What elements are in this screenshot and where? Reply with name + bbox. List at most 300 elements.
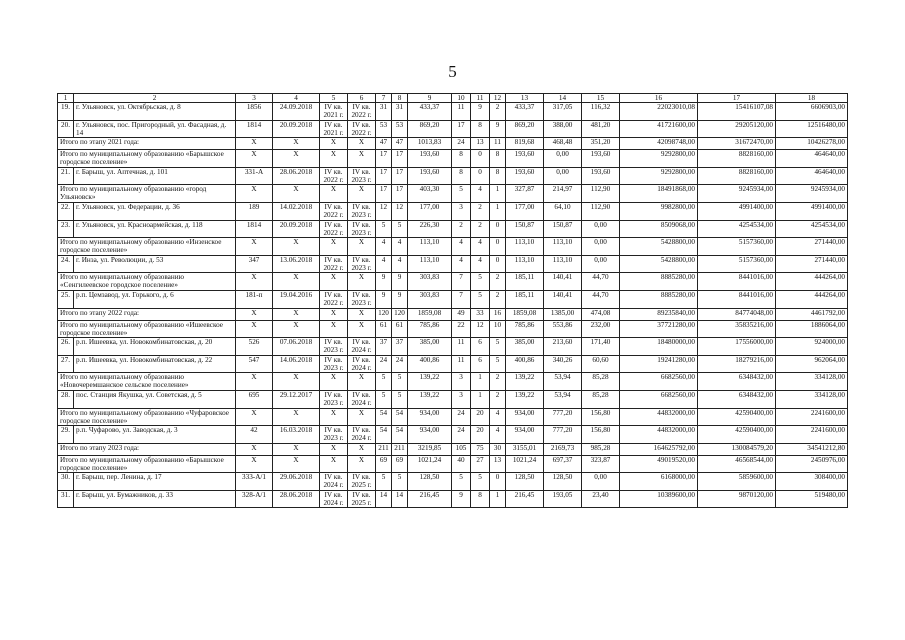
table-cell: 351,20 bbox=[582, 138, 620, 150]
table-cell: X bbox=[273, 443, 320, 455]
table-cell: 113,10 bbox=[506, 238, 544, 256]
table-cell: 5 bbox=[376, 390, 392, 408]
table-cell: 113,10 bbox=[544, 255, 582, 273]
table-row bbox=[58, 167, 848, 185]
total-row bbox=[58, 408, 848, 426]
table-cell: 9 bbox=[376, 290, 392, 308]
table-cell: 11 bbox=[452, 338, 471, 356]
total-row bbox=[58, 455, 848, 473]
table-cell: X bbox=[348, 408, 376, 426]
total-row bbox=[58, 238, 848, 256]
table-cell: IV кв. 2022 г. bbox=[348, 103, 376, 121]
table-cell: 8 bbox=[452, 150, 471, 168]
total-row bbox=[58, 373, 848, 391]
table-cell: 193,05 bbox=[544, 490, 582, 508]
table-cell: 17 bbox=[376, 185, 392, 203]
table-cell: 2 bbox=[471, 202, 490, 220]
table-cell: 0,00 bbox=[544, 150, 582, 168]
table-cell: X bbox=[273, 150, 320, 168]
table-cell: 697,37 bbox=[544, 455, 582, 473]
table-cell: 3 bbox=[452, 390, 471, 408]
table-cell: 5 bbox=[490, 338, 506, 356]
table-cell: 433,37 bbox=[408, 103, 452, 121]
table-cell: 333-А/1 bbox=[236, 473, 273, 491]
table-cell: 156,80 bbox=[582, 408, 620, 426]
table-cell: 1 bbox=[490, 490, 506, 508]
table-cell: 1814 bbox=[236, 120, 273, 138]
header-row bbox=[58, 94, 848, 103]
table-cell: 214,97 bbox=[544, 185, 582, 203]
table-cell: 5 bbox=[452, 185, 471, 203]
table-cell: 130084579,20 bbox=[698, 443, 776, 455]
table-cell: 17556000,00 bbox=[698, 338, 776, 356]
header-cell: 5 bbox=[320, 94, 348, 103]
table-cell: IV кв. 2024 г. bbox=[348, 390, 376, 408]
total-row bbox=[58, 308, 848, 320]
table-cell: 33 bbox=[471, 308, 490, 320]
table-cell: 5 bbox=[376, 473, 392, 491]
table-cell: 327,87 bbox=[506, 185, 544, 203]
table-cell: 2241600,00 bbox=[776, 426, 848, 444]
table-cell: 47 bbox=[376, 138, 392, 150]
table-cell: 2 bbox=[490, 273, 506, 291]
table-cell: IV кв. 2022 г. bbox=[320, 202, 348, 220]
table-cell: 189 bbox=[236, 202, 273, 220]
table-cell: 47 bbox=[392, 138, 408, 150]
header-cell: 18 bbox=[776, 94, 848, 103]
table-cell: 44,70 bbox=[582, 290, 620, 308]
table-cell: 1859,08 bbox=[408, 308, 452, 320]
table-cell: 5 bbox=[471, 473, 490, 491]
table-cell: X bbox=[236, 308, 273, 320]
table-cell: 28.06.2018 bbox=[273, 167, 320, 185]
table-cell: 30 bbox=[490, 443, 506, 455]
table-cell: 18480000,00 bbox=[620, 338, 698, 356]
table-cell: X bbox=[348, 455, 376, 473]
table-cell: 1385,00 bbox=[544, 308, 582, 320]
table-cell: 26. bbox=[58, 338, 74, 356]
table-cell: 113,10 bbox=[408, 255, 452, 273]
table-cell: 8828160,00 bbox=[698, 167, 776, 185]
header-cell: 15 bbox=[582, 94, 620, 103]
table-cell: 113,10 bbox=[408, 238, 452, 256]
table-cell: 819,68 bbox=[506, 138, 544, 150]
table-cell: 17 bbox=[392, 167, 408, 185]
table-cell: 2169,73 bbox=[544, 443, 582, 455]
table-cell: 46568544,00 bbox=[698, 455, 776, 473]
total-label: Итого по муниципальному образованию «Сенгилеевское городское поселение» bbox=[58, 273, 236, 291]
table-cell: X bbox=[236, 150, 273, 168]
table-cell: 12 bbox=[471, 320, 490, 338]
table-cell: 9 bbox=[376, 273, 392, 291]
table-cell: 30. bbox=[58, 473, 74, 491]
table-cell: X bbox=[348, 443, 376, 455]
table-row bbox=[58, 355, 848, 373]
table-row bbox=[58, 202, 848, 220]
table-cell: 44832000,00 bbox=[620, 408, 698, 426]
table-cell: 9982800,00 bbox=[620, 202, 698, 220]
table-cell: 12 bbox=[376, 202, 392, 220]
table-cell: 07.06.2018 bbox=[273, 338, 320, 356]
table-cell: 193,60 bbox=[506, 150, 544, 168]
page-number: 5 bbox=[448, 62, 457, 81]
table-cell: 444264,00 bbox=[776, 290, 848, 308]
table-row bbox=[58, 490, 848, 508]
table-cell: X bbox=[320, 238, 348, 256]
table-row bbox=[58, 473, 848, 491]
table-cell: 0,00 bbox=[582, 220, 620, 238]
table-cell: 2 bbox=[452, 220, 471, 238]
table-cell: 271440,00 bbox=[776, 255, 848, 273]
table-cell: 14.02.2018 bbox=[273, 202, 320, 220]
table-cell: 17 bbox=[452, 120, 471, 138]
table-cell: X bbox=[273, 408, 320, 426]
table-cell: 139,22 bbox=[506, 373, 544, 391]
total-row bbox=[58, 185, 848, 203]
table-cell: X bbox=[320, 373, 348, 391]
table-cell: 113,10 bbox=[544, 238, 582, 256]
table-cell: 4254534,00 bbox=[776, 220, 848, 238]
table-cell: 3 bbox=[452, 202, 471, 220]
table-cell: IV кв. 2023 г. bbox=[348, 255, 376, 273]
table-cell: 27. bbox=[58, 355, 74, 373]
table-cell: 8 bbox=[490, 150, 506, 168]
address-cell: г. Ульяновск, ул. Октябрьская, д. 8 bbox=[74, 103, 236, 121]
table-row bbox=[58, 220, 848, 238]
table-cell: IV кв. 2023 г. bbox=[348, 202, 376, 220]
table-cell: 464640,00 bbox=[776, 150, 848, 168]
table-cell: 985,28 bbox=[582, 443, 620, 455]
table-cell: 42590400,00 bbox=[698, 408, 776, 426]
table-cell: 2 bbox=[490, 103, 506, 121]
table-cell: 4 bbox=[452, 238, 471, 256]
table-cell: 40 bbox=[452, 455, 471, 473]
table-row bbox=[58, 390, 848, 408]
address-cell: г. Ульяновск, ул. Красноармейская, д. 118 bbox=[74, 220, 236, 238]
table-cell: 139,22 bbox=[506, 390, 544, 408]
total-label: Итого по муниципальному образованию «Инзенское городское поселение» bbox=[58, 238, 236, 256]
table-cell: 34541212,80 bbox=[776, 443, 848, 455]
table-cell: 0,00 bbox=[582, 238, 620, 256]
table-cell: 19. bbox=[58, 103, 74, 121]
table-cell: 128,50 bbox=[506, 473, 544, 491]
table-cell: 5859600,00 bbox=[698, 473, 776, 491]
table-cell: 211 bbox=[376, 443, 392, 455]
table-cell: 4254534,00 bbox=[698, 220, 776, 238]
table-cell: 1 bbox=[490, 185, 506, 203]
table-cell: X bbox=[273, 185, 320, 203]
table-cell: 9292800,00 bbox=[620, 167, 698, 185]
table-cell: IV кв. 2023 г. bbox=[348, 167, 376, 185]
table-cell: 213,60 bbox=[544, 338, 582, 356]
table-cell: X bbox=[320, 408, 348, 426]
table-cell: 61 bbox=[376, 320, 392, 338]
table-cell: IV кв. 2024 г. bbox=[348, 355, 376, 373]
table-cell: 6168000,00 bbox=[620, 473, 698, 491]
table-cell: 41721600,00 bbox=[620, 120, 698, 138]
table-cell: 924000,00 bbox=[776, 338, 848, 356]
table-cell: 49 bbox=[452, 308, 471, 320]
table-row bbox=[58, 290, 848, 308]
table-cell: 120 bbox=[376, 308, 392, 320]
total-row bbox=[58, 273, 848, 291]
table-cell: IV кв. 2024 г. bbox=[320, 473, 348, 491]
table-cell: 403,30 bbox=[408, 185, 452, 203]
table-cell: 6682560,00 bbox=[620, 390, 698, 408]
table-cell: 25. bbox=[58, 290, 74, 308]
table-cell: X bbox=[348, 373, 376, 391]
table-cell: 9 bbox=[392, 273, 408, 291]
table-cell: X bbox=[273, 373, 320, 391]
table-cell: 7 bbox=[452, 273, 471, 291]
table-cell: X bbox=[236, 320, 273, 338]
table-cell: 777,20 bbox=[544, 426, 582, 444]
header-cell: 14 bbox=[544, 94, 582, 103]
table-cell: 5428800,00 bbox=[620, 238, 698, 256]
total-label: Итого по муниципальному образованию «Чуфаровское городское поселение» bbox=[58, 408, 236, 426]
table-cell: X bbox=[236, 185, 273, 203]
table-cell: 2 bbox=[490, 390, 506, 408]
table-cell: IV кв. 2021 г. bbox=[320, 103, 348, 121]
table-cell: IV кв. 2022 г. bbox=[320, 167, 348, 185]
address-cell: г. Барыш, пер. Ленина, д. 17 bbox=[74, 473, 236, 491]
table-cell: 193,60 bbox=[582, 150, 620, 168]
table-cell: 49019520,00 bbox=[620, 455, 698, 473]
table-cell: 5 bbox=[452, 473, 471, 491]
table-cell: 308400,00 bbox=[776, 473, 848, 491]
table-cell: X bbox=[236, 408, 273, 426]
address-cell: пос. Станция Якушка, ул. Советская, д. 5 bbox=[74, 390, 236, 408]
table-row bbox=[58, 103, 848, 121]
table-cell: 334128,00 bbox=[776, 390, 848, 408]
table-cell: 42590400,00 bbox=[698, 426, 776, 444]
table-cell: 400,86 bbox=[408, 355, 452, 373]
table-cell: 9 bbox=[471, 103, 490, 121]
table-cell: 19241280,00 bbox=[620, 355, 698, 373]
table-cell: X bbox=[236, 273, 273, 291]
table-cell: 75 bbox=[471, 443, 490, 455]
table-cell: 13 bbox=[471, 138, 490, 150]
table-cell: 0,00 bbox=[582, 255, 620, 273]
table-cell: 11 bbox=[452, 103, 471, 121]
table-cell: 28. bbox=[58, 390, 74, 408]
address-cell: р.п. Ишеевка, ул. Новокомбинатовская, д. 20 bbox=[74, 338, 236, 356]
address-cell: г. Барыш, ул. Бумажников, д. 33 bbox=[74, 490, 236, 508]
table-cell: 31 bbox=[392, 103, 408, 121]
total-label: Итого по этапу 2021 года: bbox=[58, 138, 236, 150]
address-cell: г. Ульяновск, пос. Пригородный, ул. Фасадная, д. 14 bbox=[74, 120, 236, 138]
table-cell: 9870120,00 bbox=[698, 490, 776, 508]
table-cell: 695 bbox=[236, 390, 273, 408]
address-cell: р.п. Чуфарово, ул. Заводская, д. 3 bbox=[74, 426, 236, 444]
table-cell: 303,83 bbox=[408, 273, 452, 291]
total-row bbox=[58, 150, 848, 168]
table-cell: 28.06.2018 bbox=[273, 490, 320, 508]
table-cell: IV кв. 2023 г. bbox=[320, 355, 348, 373]
table-cell: 8885280,00 bbox=[620, 290, 698, 308]
table-cell: IV кв. 2023 г. bbox=[320, 426, 348, 444]
table-cell: 128,50 bbox=[408, 473, 452, 491]
table-cell: 5 bbox=[490, 355, 506, 373]
table-cell: 44832000,00 bbox=[620, 426, 698, 444]
table-cell: 29.06.2018 bbox=[273, 473, 320, 491]
table-cell: 5 bbox=[392, 373, 408, 391]
header-cell: 7 bbox=[376, 94, 392, 103]
table-cell: 105 bbox=[452, 443, 471, 455]
table-cell: 5 bbox=[392, 390, 408, 408]
table-cell: X bbox=[273, 455, 320, 473]
header-cell: 6 bbox=[348, 94, 376, 103]
total-label: Итого по муниципальному образованию «Ишеевское городское поселение» bbox=[58, 320, 236, 338]
table-cell: 785,86 bbox=[506, 320, 544, 338]
address-cell: г. Барыш, ул. Аптечная, д. 101 bbox=[74, 167, 236, 185]
table-cell: 385,00 bbox=[506, 338, 544, 356]
table-cell: 6606903,00 bbox=[776, 103, 848, 121]
table-cell: X bbox=[348, 308, 376, 320]
total-label: Итого по муниципальному образованию «город Ульяновск» bbox=[58, 185, 236, 203]
table-cell: 24.09.2018 bbox=[273, 103, 320, 121]
table-cell: 3 bbox=[452, 373, 471, 391]
table-cell: 8885280,00 bbox=[620, 273, 698, 291]
header-cell: 4 bbox=[273, 94, 320, 103]
table-cell: 553,86 bbox=[544, 320, 582, 338]
table-cell: 6 bbox=[471, 355, 490, 373]
table-cell: X bbox=[320, 455, 348, 473]
table-cell: 185,11 bbox=[506, 290, 544, 308]
table-cell: IV кв. 2023 г. bbox=[320, 338, 348, 356]
header-cell: 9 bbox=[408, 94, 452, 103]
table-cell: 24 bbox=[452, 426, 471, 444]
table-cell: 31. bbox=[58, 490, 74, 508]
table-row bbox=[58, 426, 848, 444]
table-cell: 37 bbox=[392, 338, 408, 356]
table-cell: 193,60 bbox=[506, 167, 544, 185]
table-cell: 869,20 bbox=[408, 120, 452, 138]
table-cell: 16 bbox=[490, 308, 506, 320]
table-cell: 24. bbox=[58, 255, 74, 273]
total-label: Итого по этапу 2023 года: bbox=[58, 443, 236, 455]
table-cell: IV кв. 2024 г. bbox=[320, 490, 348, 508]
table-cell: 388,00 bbox=[544, 120, 582, 138]
table-cell: X bbox=[320, 150, 348, 168]
table-cell: 20.09.2018 bbox=[273, 120, 320, 138]
table-cell: 53 bbox=[392, 120, 408, 138]
table-cell: 177,00 bbox=[506, 202, 544, 220]
table-cell: X bbox=[348, 185, 376, 203]
table-cell: X bbox=[320, 308, 348, 320]
table-cell: IV кв. 2023 г. bbox=[320, 390, 348, 408]
table-cell: 85,28 bbox=[582, 390, 620, 408]
table-cell: 1 bbox=[471, 373, 490, 391]
resettlement-table bbox=[57, 93, 848, 508]
table-cell: 53 bbox=[376, 120, 392, 138]
table-cell: 334128,00 bbox=[776, 373, 848, 391]
table-cell: X bbox=[273, 138, 320, 150]
total-row bbox=[58, 320, 848, 338]
table-cell: 9292800,00 bbox=[620, 150, 698, 168]
table-cell: 29205120,00 bbox=[698, 120, 776, 138]
table-cell: 4 bbox=[392, 238, 408, 256]
table-cell: IV кв. 2022 г. bbox=[320, 220, 348, 238]
table-cell: 962064,00 bbox=[776, 355, 848, 373]
table-cell: 13.06.2018 bbox=[273, 255, 320, 273]
table-cell: 2 bbox=[471, 220, 490, 238]
table-row bbox=[58, 120, 848, 138]
table-cell: X bbox=[348, 238, 376, 256]
table-cell: 4 bbox=[490, 408, 506, 426]
table-cell: 934,00 bbox=[408, 408, 452, 426]
table-cell: 37 bbox=[376, 338, 392, 356]
table-cell: 5 bbox=[392, 473, 408, 491]
table-cell: 4991400,00 bbox=[776, 202, 848, 220]
table-cell: 22023010,08 bbox=[620, 103, 698, 121]
table-cell: X bbox=[273, 308, 320, 320]
table-cell: 4 bbox=[392, 255, 408, 273]
table-cell: 0,00 bbox=[544, 167, 582, 185]
table-cell: 6348432,00 bbox=[698, 373, 776, 391]
table-cell: 139,22 bbox=[408, 390, 452, 408]
table-cell: 15416107,08 bbox=[698, 103, 776, 121]
table-cell: 6 bbox=[471, 338, 490, 356]
table-cell: 24 bbox=[452, 138, 471, 150]
table-cell: 42 bbox=[236, 426, 273, 444]
table-cell: X bbox=[320, 273, 348, 291]
total-label: Итого по муниципальному образованию «Барышское городское поселение» bbox=[58, 455, 236, 473]
table-cell: 116,32 bbox=[582, 103, 620, 121]
table-cell: 10389600,00 bbox=[620, 490, 698, 508]
table-cell: 113,10 bbox=[506, 255, 544, 273]
table-cell: 5 bbox=[392, 220, 408, 238]
table-cell: X bbox=[348, 150, 376, 168]
table-cell: 12 bbox=[392, 202, 408, 220]
table-cell: 20 bbox=[471, 408, 490, 426]
table-cell: 4 bbox=[471, 255, 490, 273]
table-cell: IV кв. 2023 г. bbox=[348, 220, 376, 238]
table-cell: X bbox=[320, 185, 348, 203]
table-cell: 8441016,00 bbox=[698, 273, 776, 291]
table-cell: 0 bbox=[490, 473, 506, 491]
table-cell: 5 bbox=[376, 373, 392, 391]
table-cell: 869,20 bbox=[506, 120, 544, 138]
table-cell: 8509068,00 bbox=[620, 220, 698, 238]
table-cell: 1013,83 bbox=[408, 138, 452, 150]
table-cell: X bbox=[348, 320, 376, 338]
header-cell: 1 bbox=[58, 94, 74, 103]
table-cell: 164625792,00 bbox=[620, 443, 698, 455]
table-cell: 0 bbox=[471, 150, 490, 168]
table-cell: 16.03.2018 bbox=[273, 426, 320, 444]
table-cell: X bbox=[348, 138, 376, 150]
table-cell: IV кв. 2022 г. bbox=[320, 255, 348, 273]
header-cell: 13 bbox=[506, 94, 544, 103]
table-cell: 5428800,00 bbox=[620, 255, 698, 273]
table-cell: 216,45 bbox=[408, 490, 452, 508]
table-cell: 5 bbox=[471, 290, 490, 308]
table-cell: 323,87 bbox=[582, 455, 620, 473]
total-label: Итого по муниципальному образованию «Новочеремшанское сельское поселение» bbox=[58, 373, 236, 391]
table-cell: 9 bbox=[490, 120, 506, 138]
table-cell: 177,00 bbox=[408, 202, 452, 220]
table-cell: 85,28 bbox=[582, 373, 620, 391]
table-cell: 0 bbox=[471, 167, 490, 185]
table-cell: 17 bbox=[376, 167, 392, 185]
total-row bbox=[58, 443, 848, 455]
table-cell: 140,41 bbox=[544, 290, 582, 308]
table-cell: 14 bbox=[392, 490, 408, 508]
table-cell: X bbox=[236, 373, 273, 391]
table-cell: 14.06.2018 bbox=[273, 355, 320, 373]
table-cell: 13 bbox=[490, 455, 506, 473]
